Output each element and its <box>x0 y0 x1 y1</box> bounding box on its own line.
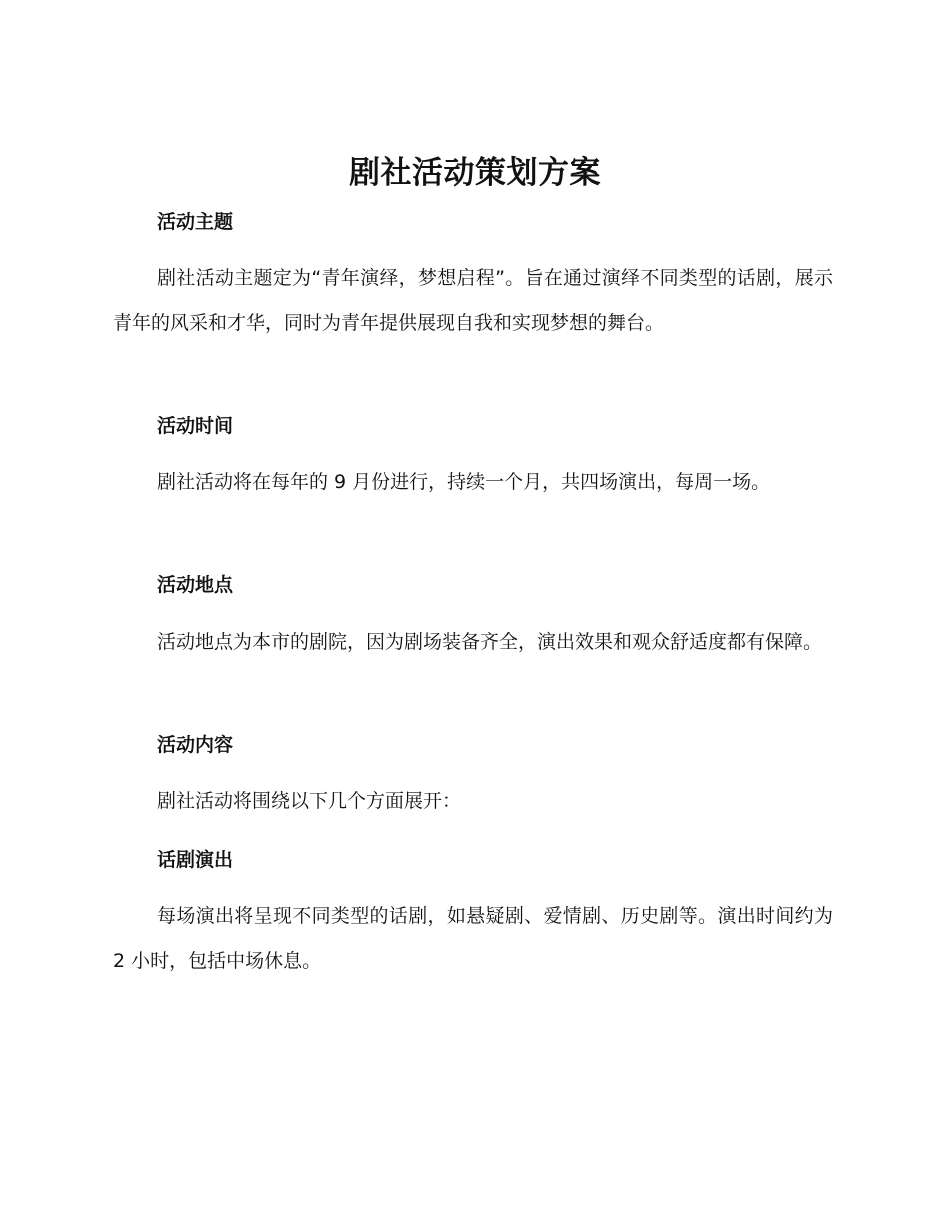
section-heading-theme: 活动主题 <box>157 211 234 233</box>
document-title: 剧社活动策划方案 <box>349 155 601 191</box>
section-body-time: 剧社活动将在每年的 9 月份进行，持续一个月，共四场演出，每周一场。 <box>157 471 771 493</box>
section-heading-content: 活动内容 <box>157 734 234 756</box>
section-body-content: 剧社活动将围绕以下几个方面展开： <box>157 790 462 812</box>
section-heading-time: 活动时间 <box>157 415 234 437</box>
section-heading-location: 活动地点 <box>157 574 234 596</box>
section-body-location: 活动地点为本市的剧院，因为剧场装备齐全，演出效果和观众舒适度都有保障。 <box>157 631 823 653</box>
section-body-theme: 剧社活动主题定为“青年演绎，梦想启程”。旨在通过演绎不同类型的话剧，展示青年的风采和才华，同时为青年提供展现自我和实现梦想的舞台。 <box>113 267 833 334</box>
section-body-performance: 每场演出将呈现不同类型的话剧，如悬疑剧、爱情剧、历史剧等。演出时间约为 2 小时，包括中场休息。 <box>113 905 833 972</box>
section-heading-performance: 话剧演出 <box>157 849 234 871</box>
